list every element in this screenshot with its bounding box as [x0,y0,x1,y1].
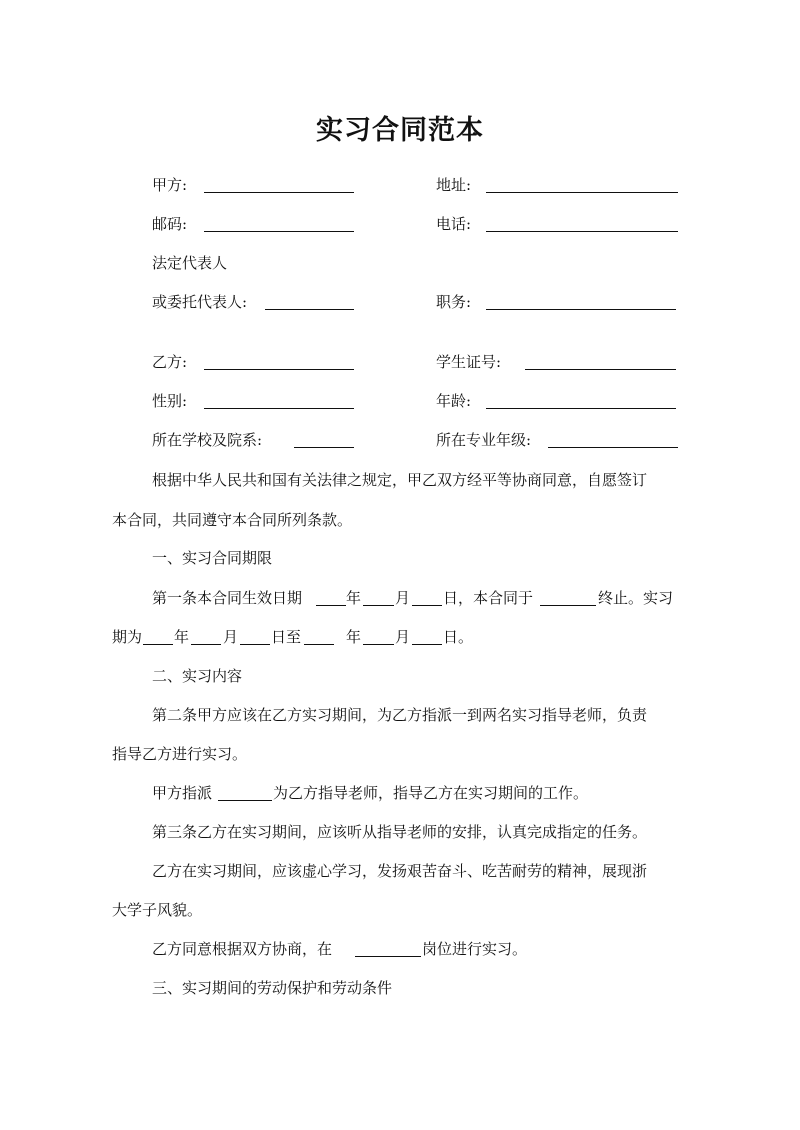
agent-blank[interactable] [265,309,354,310]
day-final-text: 日。 [443,628,474,646]
agree-text-b: 岗位进行实习。 [422,940,528,958]
spirit-line-1: 乙方在实习期间，应该虚心学习，发扬艰苦奋斗、吃苦耐劳的精神，展现浙 [152,862,648,880]
address-label: 地址: [436,176,472,194]
major-blank[interactable] [548,447,678,448]
age-blank[interactable] [486,408,676,409]
section-1-heading: 一、实习合同期限 [152,549,273,567]
end-date-blank[interactable] [540,605,596,606]
postcode-label: 邮码: [152,215,188,233]
postcode-blank[interactable] [204,231,354,232]
preamble-line-2: 本合同，共同遵守本合同所列条款。 [112,511,353,529]
article-2-line-2: 指导乙方进行实习。 [112,745,248,763]
agree-text-a: 乙方同意根据双方协商，在 [152,940,333,958]
period-to-month-blank[interactable] [363,644,394,645]
section-2-heading: 二、实习内容 [152,667,243,685]
period-from-year-blank[interactable] [143,644,173,645]
assign-text-a: 甲方指派 [152,784,213,802]
year-unit: 年 [346,589,362,607]
position-blank[interactable] [486,309,676,310]
phone-label: 电话: [436,215,472,233]
agent-label: 或委托代表人: [152,293,248,311]
school-blank[interactable] [294,447,354,448]
student-id-blank[interactable] [525,369,676,370]
section-3-heading: 三、实习期间的劳动保护和劳动条件 [152,979,393,997]
month-unit: 月 [395,628,411,646]
start-day-blank[interactable] [412,605,442,606]
party-b-blank[interactable] [204,369,354,370]
article-1-day-text: 日，本合同于 [443,589,534,607]
period-label: 期为 [112,628,143,646]
assign-text-b: 为乙方指导老师，指导乙方在实习期间的工作。 [273,784,589,802]
gender-blank[interactable] [204,408,354,409]
school-label: 所在学校及院系: [152,431,263,449]
major-label: 所在专业年级: [436,431,532,449]
period-from-day-blank[interactable] [240,644,270,645]
age-label: 年龄: [436,392,472,410]
position-label: 职务: [436,293,472,311]
year-unit: 年 [174,628,190,646]
day-to-text: 日至 [271,628,302,646]
party-a-blank[interactable] [204,192,354,193]
year-unit: 年 [346,628,362,646]
period-to-day-blank[interactable] [412,644,442,645]
party-b-label: 乙方: [152,353,188,371]
document-title: 实习合同范本 [316,115,484,146]
article-1-end-text: 终止。实习 [598,589,674,607]
month-unit: 月 [223,628,239,646]
party-a-label: 甲方: [152,176,188,194]
article-2-line-1: 第二条甲方应该在乙方实习期间，为乙方指派一到两名实习指导老师，负责 [152,706,648,724]
phone-blank[interactable] [486,231,678,232]
advisor-blank[interactable] [218,800,272,801]
start-year-blank[interactable] [316,605,346,606]
start-month-blank[interactable] [363,605,394,606]
preamble-line-1: 根据中华人民共和国有关法律之规定，甲乙双方经平等协商同意，自愿签订 [152,471,648,489]
spirit-line-2: 大学子风貌。 [112,901,203,919]
article-3-text: 第三条乙方在实习期间，应该听从指导老师的安排，认真完成指定的任务。 [152,823,648,841]
legal-rep-label: 法定代表人 [152,254,228,272]
period-from-month-blank[interactable] [191,644,221,645]
period-to-year-blank[interactable] [304,644,334,645]
gender-label: 性别: [152,392,188,410]
post-blank[interactable] [355,956,421,957]
article-1-text: 第一条本合同生效日期 [152,589,303,607]
month-unit: 月 [395,589,411,607]
address-blank[interactable] [486,192,678,193]
student-id-label: 学生证号: [436,353,502,371]
